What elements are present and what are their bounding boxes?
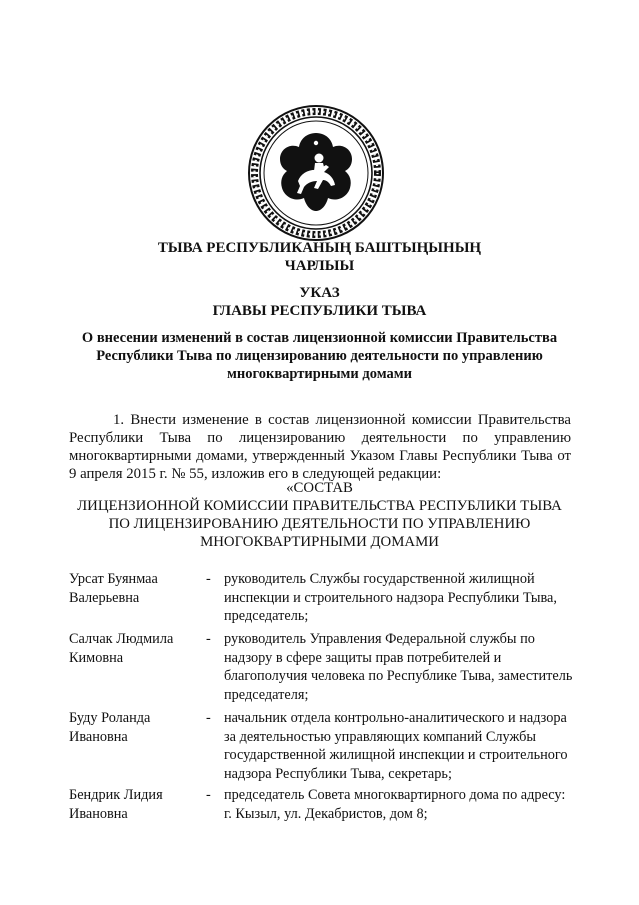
member-3-dash: - bbox=[206, 710, 211, 726]
glavy-heading: ГЛАВЫ РЕСПУБЛИКИ ТЫВА bbox=[212, 303, 427, 319]
member-2-role-line: председателя; bbox=[224, 686, 309, 703]
member-3-role-line: надзора Республики Тыва, секретарь; bbox=[224, 765, 452, 782]
document-subject bbox=[0, 329, 639, 383]
member-3-role-line: за деятельностью управляющих компаний Службы bbox=[224, 728, 537, 745]
member-3-role bbox=[224, 709, 584, 783]
member-4-patronymic: Ивановна bbox=[69, 805, 128, 822]
member-1-role bbox=[224, 570, 584, 626]
member-1-surname: Урсат Буянмаа bbox=[69, 571, 158, 587]
member-3-patronymic: Ивановна bbox=[69, 728, 128, 745]
ukaz-heading: УКАЗ bbox=[299, 285, 340, 301]
member-3-surname: Буду Роланда bbox=[69, 710, 151, 726]
member-1-role-line: инспекции и строительного надзора Республики Тыва, bbox=[224, 589, 557, 606]
member-1-name bbox=[69, 570, 199, 607]
member-4-role-line: г. Кызыл, ул. Декабристов, дом 8; bbox=[224, 805, 428, 822]
subject-line-1: О внесении изменений в состав лицензионной комиссии Правительства bbox=[81, 330, 558, 346]
member-4-surname: Бендрик Лидия bbox=[69, 787, 163, 803]
subject-line-3: многоквартирными домами bbox=[227, 366, 412, 382]
composition-line-2: ЛИЦЕНЗИОННОЙ КОМИССИИ ПРАВИТЕЛЬСТВА РЕСПУБЛИКИ ТЫВА bbox=[77, 498, 562, 514]
member-1-patronymic: Валерьевна bbox=[69, 589, 140, 606]
composition-line-1: «СОСТАВ bbox=[286, 480, 353, 496]
composition-line-4: МНОГОКВАРТИРНЫМИ ДОМАМИ bbox=[200, 534, 439, 550]
subject-line-2: Республики Тыва по лицензированию деятельности по управлению bbox=[96, 348, 543, 364]
member-2-surname: Салчак Людмила bbox=[69, 631, 174, 647]
member-2-dash: - bbox=[206, 631, 211, 647]
member-1-role-line: председатель; bbox=[224, 608, 309, 624]
title-line-1: ТЫВА РЕСПУБЛИКАНЫҢ БАШТЫҢЫНЫҢ bbox=[157, 240, 482, 256]
member-4-role bbox=[224, 786, 584, 823]
member-4-dash: - bbox=[206, 787, 211, 803]
member-1-dash: - bbox=[206, 571, 211, 587]
member-3-role-line: государственной жилищной инспекции и строительного bbox=[224, 747, 568, 763]
title-russian bbox=[0, 284, 639, 320]
member-3-role-line: начальник отдела контрольно-аналитического и надзора bbox=[224, 710, 567, 726]
title-tuvan bbox=[0, 239, 639, 275]
member-1-role-line: руководитель Службы государственной жилищной bbox=[224, 571, 535, 587]
member-3-name bbox=[69, 709, 199, 746]
member-4-name bbox=[69, 786, 199, 823]
member-2-name bbox=[69, 630, 199, 667]
paragraph-1: 1. Внести изменение в состав лицензионной комиссии Правительства Республики Тыва по лицензированию деятельности по управлению многоквартирными домами, утвержденный Указом Главы Республики Тыва от 9 апреля 2015 г. № 55, изложив его в следующей редакции: bbox=[69, 412, 571, 482]
member-2-role bbox=[224, 630, 584, 704]
composition-line-3: ПО ЛИЦЕНЗИРОВАНИЮ ДЕЯТЕЛЬНОСТИ ПО УПРАВЛЕНИЮ bbox=[108, 516, 531, 532]
member-2-patronymic: Кимовна bbox=[69, 649, 124, 666]
composition-heading bbox=[0, 479, 639, 551]
coat-of-arms-emblem bbox=[246, 103, 386, 243]
title-line-2: ЧАРЛЫЫ bbox=[284, 258, 355, 274]
member-2-role-line: надзору в сфере защиты прав потребителей и bbox=[224, 649, 502, 666]
member-2-role-line: благополучия человека по Республике Тыва, заместитель bbox=[224, 668, 573, 684]
member-2-role-line: руководитель Управления Федеральной службы по bbox=[224, 631, 535, 647]
member-4-role-line: председатель Совета многоквартирного дома по адресу: bbox=[224, 787, 566, 803]
